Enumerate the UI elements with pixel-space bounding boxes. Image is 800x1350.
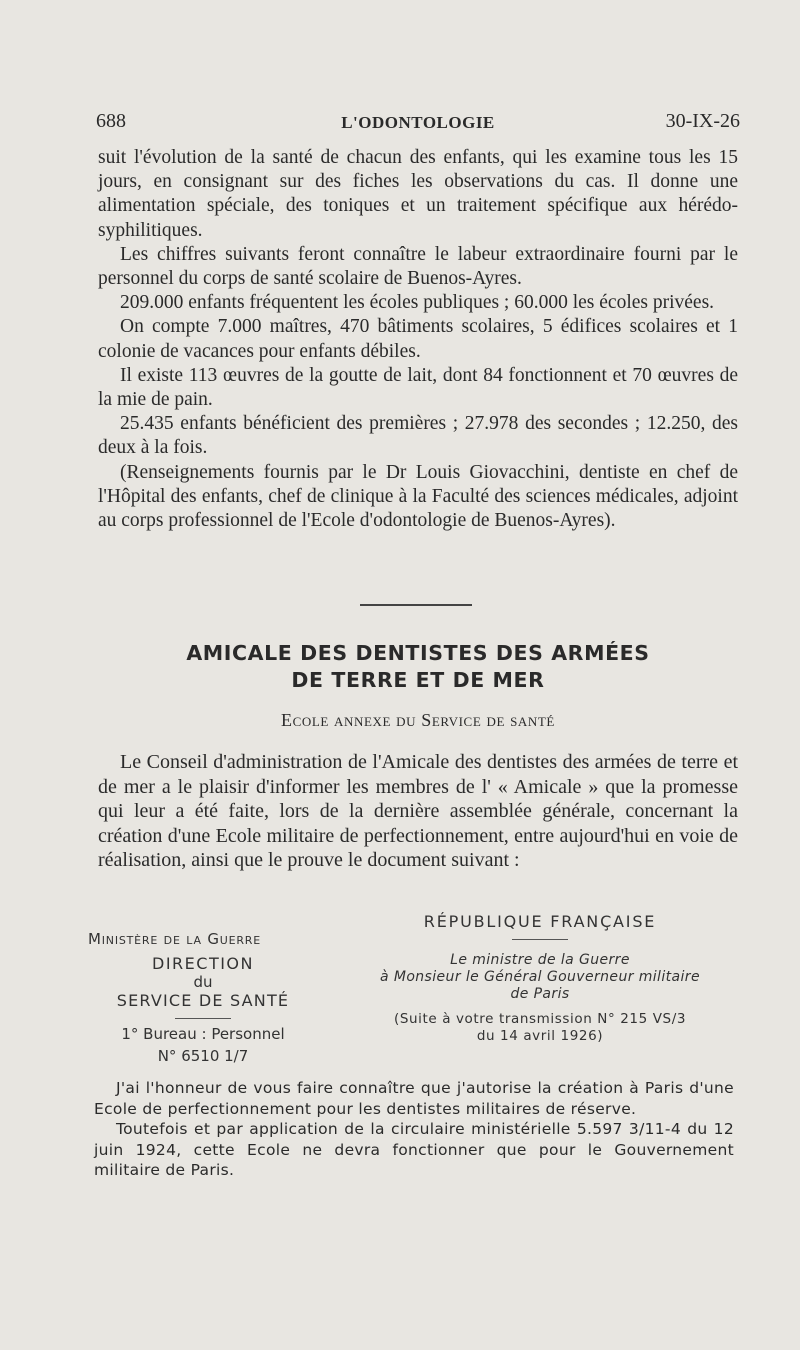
du-label: du [193,973,213,991]
transmission-reference [340,1011,740,1045]
service-label: SERVICE DE SANTÉ [116,991,290,1010]
minister-line: Le ministre de la Guerre [450,952,630,968]
section-subtitle: Ecole annexe du Service de santé [281,710,555,730]
running-header [96,110,740,138]
intro-paragraph: 209.000 enfants fréquentent les écoles publiques ; 60.000 les écoles privées. [120,292,715,314]
letter-sender-block [88,930,318,1065]
transmission-date: du 14 avril 1926) [476,1028,604,1044]
intro-paragraph: suit l'évolution de la santé de chacun des enfants, qui les examine tous les 15 jours, en consignant sur des fiches les observations du cas. Il donne une alimentation spéciale, des toniques et un traitement spécifique aux hérédo-syphilitiques. [98,147,738,241]
intro-paragraph: Les chiffres suivants feront connaître le labeur extraordinaire fourni par le personnel du corps de santé scolaire de Buenos-Ayres. [98,243,738,290]
bureau-label: 1° Bureau : Personnel [121,1025,285,1043]
sender-divider [175,1018,231,1019]
ministry-label: Ministère de la Guerre [88,930,261,948]
letter-recipient-block [340,912,740,1045]
intro-paragraph: (Renseignements fournis par le Dr Louis Giovacchini, dentiste en chef de l'Hôpital des enfants, chef de clinique à la Faculté des sciences médicales, adjoint au corps professionnel de l'Ecole d'odontologie de Buenos-Ayres). [98,461,738,532]
page-number: 688 [96,110,126,132]
section-text [98,750,738,873]
letter-body [94,1078,734,1181]
issue-date: 30-IX-26 [665,110,740,132]
republic-label: RÉPUBLIQUE FRANÇAISE [423,912,657,931]
transmission-line: (Suite à votre transmission N° 215 VS/3 [393,1011,687,1027]
recipient-divider [512,939,568,940]
letter-paragraph: J'ai l'honneur de vous faire connaître que j'autorise la création à Paris d'une Ecole de perfectionnement pour les dentistes militaires de réserve. [94,1079,734,1118]
intro-text [98,146,738,533]
letter-paragraph: Toutefois et par application de la circulaire ministérielle 5.597 3/11-4 du 12 juin 1924, cette Ecole ne devra fonctionner que pour le Gouvernement militaire de Paris. [94,1120,734,1179]
addressee-city: de Paris [510,986,570,1002]
addressee-line: à Monsieur le Général Gouverneur militaire [380,969,700,985]
intro-paragraph: On compte 7.000 maîtres, 470 bâtiments scolaires, 5 édifices scolaires et 1 colonie de vacances pour enfants débiles. [98,316,738,362]
section-title-line: DE TERRE ET DE MER [291,668,545,692]
section-title [96,640,740,694]
intro-paragraph: Il existe 113 œuvres de la goutte de lait, dont 84 fonctionnent et 70 œuvres de la mie de pain. [98,364,738,411]
reference-number: N° 6510 1/7 [157,1047,249,1065]
journal-title: L'ODONTOLOGIE [341,113,495,132]
section-divider [360,604,472,606]
intro-paragraph: 25.435 enfants bénéficient des premières ; 27.978 des secondes ; 12.250, des deux à la fois. [98,413,738,459]
section-paragraph: Le Conseil d'administration de l'Amicale des dentistes des armées de terre et de mer a le plaisir d'informer les membres de l' « Amicale » que la promesse qui leur a été faite, lors de la dernière assemblée générale, concernant la création d'une Ecole militaire de perfectionnement, entre aujourd'hui en voie de réalisation, ainsi que le prouve le document suivant : [98,751,738,871]
direction-label: DIRECTION [152,954,254,973]
section-title-line: AMICALE DES DENTISTES DES ARMÉES [186,641,650,665]
